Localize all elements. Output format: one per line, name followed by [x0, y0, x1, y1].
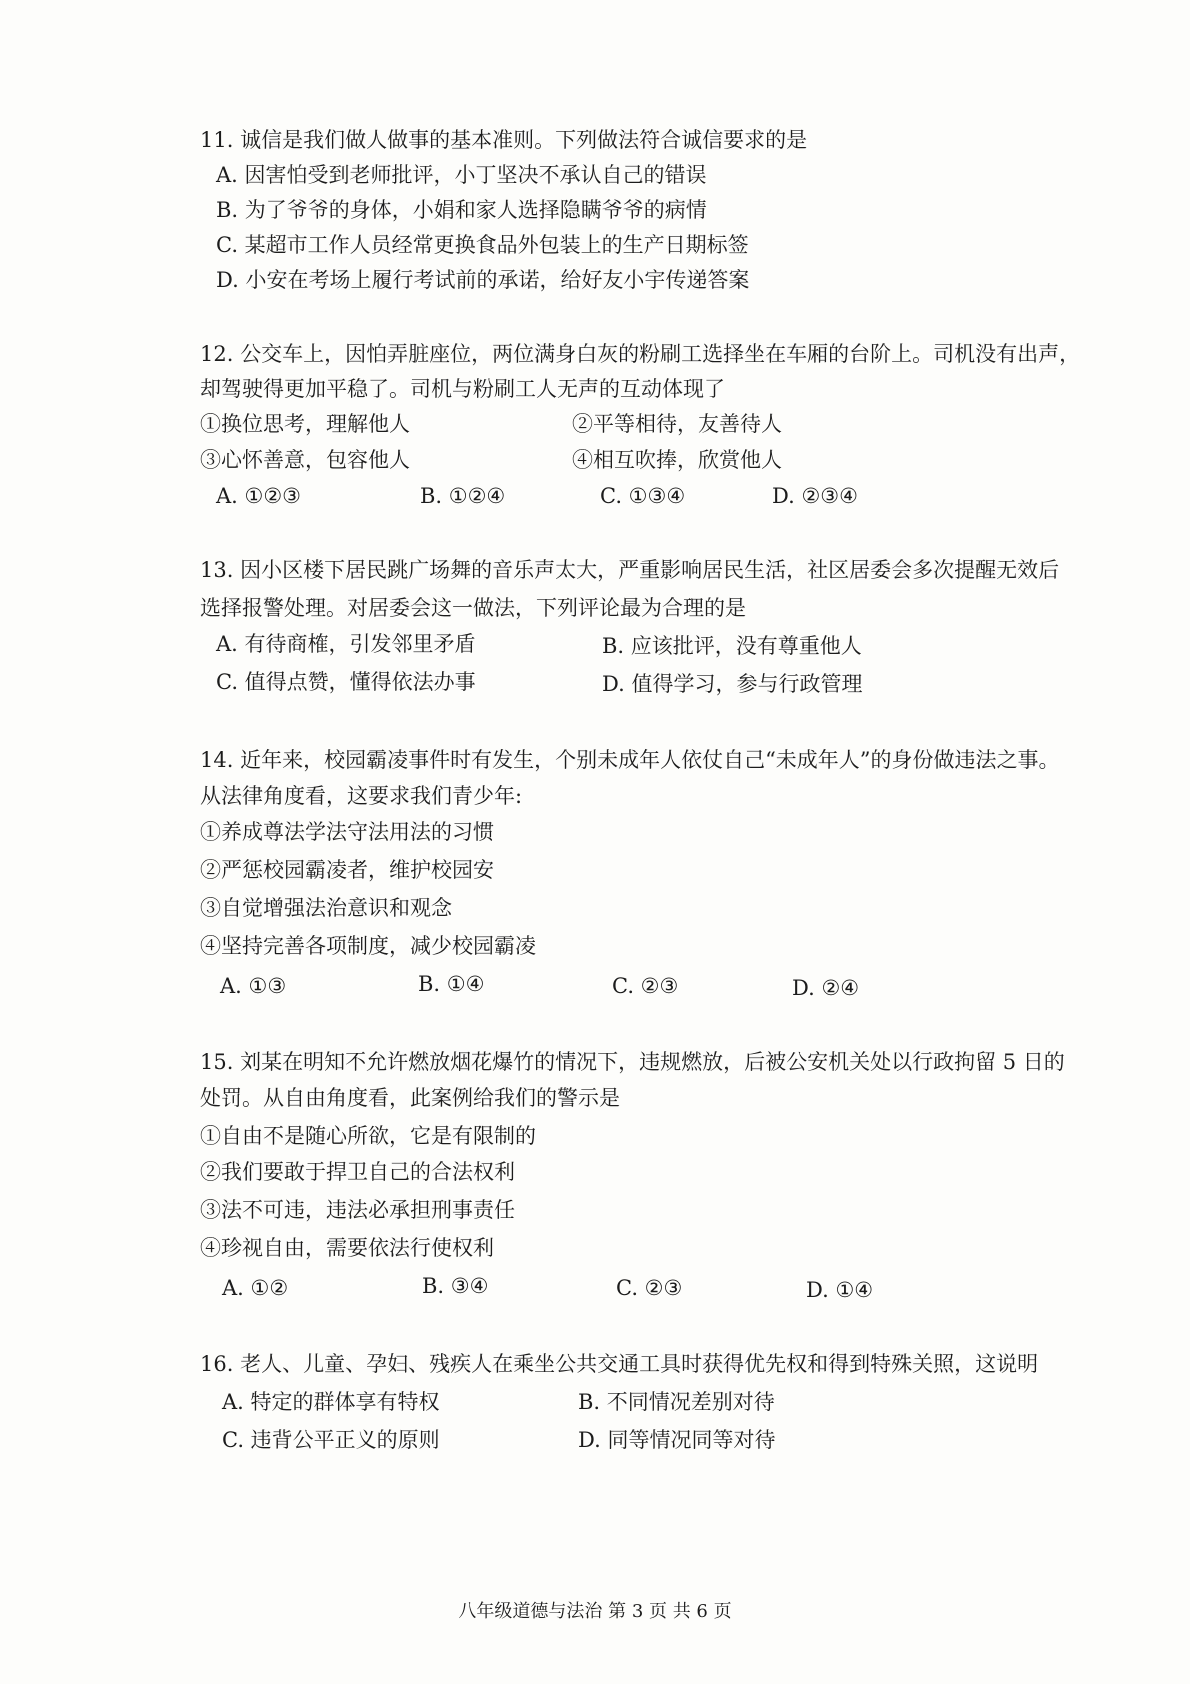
question-12-stem-line2: 却驾驶得更加平稳了。司机与粉刷工人无声的互动体现了 [200, 377, 725, 401]
question-16-option-d: D. 同等情况同等对待 [578, 1428, 776, 1452]
question-14-option-a: A. ①③ [220, 974, 287, 998]
question-14-option-c: C. ②③ [612, 974, 679, 998]
question-13-stem-line1: 13. 因小区楼下居民跳广场舞的音乐声太大，严重影响居民生活，社区居委会多次提醒无效后 [200, 558, 1060, 582]
question-12-item-1: ①换位思考，理解他人 [200, 412, 410, 436]
question-14-item-1: ①养成尊法学法守法用法的习惯 [200, 820, 494, 844]
question-12-option-d: D. ②③④ [772, 484, 858, 508]
question-11-option-c: C. 某超市工作人员经常更换食品外包装上的生产日期标签 [216, 233, 749, 257]
question-14-item-3: ③自觉增强法治意识和观念 [200, 896, 452, 920]
question-11-stem: 11. 诚信是我们做人做事的基本准则。下列做法符合诚信要求的是 [200, 128, 808, 152]
page-footer: 八年级道德与法治 第 3 页 共 6 页 [458, 1601, 732, 1622]
question-15-stem-line2: 处罚。从自由角度看，此案例给我们的警示是 [200, 1086, 620, 1110]
question-14-item-2: ②严惩校园霸凌者，维护校园安 [200, 858, 494, 882]
question-15-item-3: ③法不可违，违法必承担刑事责任 [200, 1198, 515, 1222]
question-12-option-b: B. ①②④ [420, 484, 506, 508]
question-14-option-b: B. ①④ [418, 972, 485, 996]
question-12-option-a: A. ①②③ [216, 484, 301, 508]
question-15-item-2: ②我们要敢于捍卫自己的合法权利 [200, 1160, 515, 1184]
question-15-option-a: A. ①② [222, 1276, 289, 1300]
question-12-item-3: ③心怀善意，包容他人 [200, 448, 410, 472]
question-11-option-d: D. 小安在考场上履行考试前的承诺，给好友小宇传递答案 [216, 268, 750, 292]
question-16-option-b: B. 不同情况差别对待 [578, 1390, 775, 1414]
question-13-option-c: C. 值得点赞，懂得依法办事 [216, 670, 476, 694]
question-16-option-c: C. 违背公平正义的原则 [222, 1428, 440, 1452]
question-13-stem-line2: 选择报警处理。对居委会这一做法，下列评论最为合理的是 [200, 596, 746, 620]
question-15-stem-line1: 15. 刘某在明知不允许燃放烟花爆竹的情况下，违规燃放，后被公安机关处以行政拘留 5 日的 [200, 1050, 1065, 1074]
question-14-stem-line2: 从法律角度看，这要求我们青少年: [200, 784, 523, 808]
question-14-option-d: D. ②④ [792, 976, 860, 1000]
question-15-item-4: ④珍视自由，需要依法行使权利 [200, 1236, 494, 1260]
question-14-stem-line1: 14. 近年来，校园霸凌事件时有发生，个别未成年人依仗自己“未成年人”的身份做违法之事。 [200, 748, 1060, 772]
question-12-stem-line1: 12. 公交车上，因怕弄脏座位，两位满身白灰的粉刷工选择坐在车厢的台阶上。司机没有出声， [200, 342, 1081, 366]
question-11-option-b: B. 为了爷爷的身体，小娟和家人选择隐瞒爷爷的病情 [216, 198, 707, 222]
question-15-item-1: ①自由不是随心所欲，它是有限制的 [200, 1124, 536, 1148]
question-12-item-4: ④相互吹捧，欣赏他人 [572, 448, 782, 472]
question-16-stem: 16. 老人、儿童、孕妇、残疾人在乘坐公共交通工具时获得优先权和得到特殊关照，这说明 [200, 1352, 1039, 1376]
question-16-option-a: A. 特定的群体享有特权 [222, 1390, 440, 1414]
question-12-item-2: ②平等相待，友善待人 [572, 412, 782, 436]
question-13-option-b: B. 应该批评，没有尊重他人 [602, 634, 862, 658]
question-11-option-a: A. 因害怕受到老师批评，小丁坚决不承认自己的错误 [216, 163, 707, 187]
question-12-option-c: C. ①③④ [600, 484, 686, 508]
question-13-option-d: D. 值得学习，参与行政管理 [602, 672, 863, 696]
question-14-item-4: ④坚持完善各项制度，减少校园霸凌 [200, 934, 536, 958]
question-15-option-d: D. ①④ [806, 1278, 874, 1302]
question-13-option-a: A. 有待商榷，引发邻里矛盾 [216, 632, 476, 656]
question-15-option-c: C. ②③ [616, 1276, 683, 1300]
question-15-option-b: B. ③④ [422, 1274, 489, 1298]
